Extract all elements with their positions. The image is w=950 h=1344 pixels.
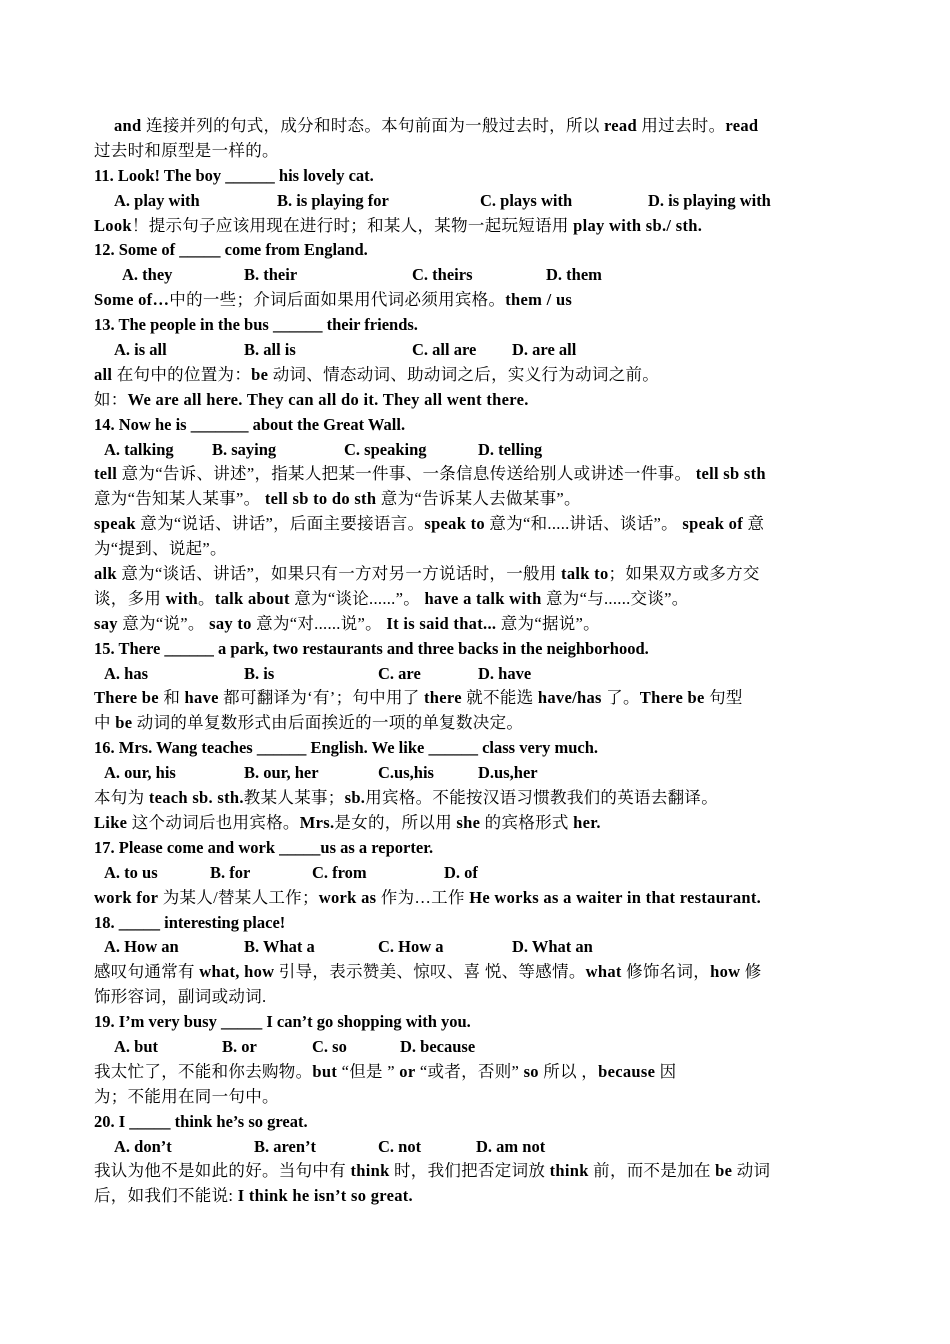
option-1: B. saying xyxy=(212,439,277,459)
option-0: A. our, his xyxy=(104,763,176,783)
explanation-line: 饰形容词，副词或动词. xyxy=(94,987,267,1007)
explanation-line: speak 意为“说话、讲话”，后面主要接语言。speak to 意为“和.....讲话、谈话”。 speak of 意 xyxy=(94,514,765,534)
option-3: D. have xyxy=(478,663,532,683)
answer-options xyxy=(94,189,860,214)
explanation-line: Like 这个动词后也用宾格。Mrs.是女的，所以用 she 的宾格形式 her. xyxy=(94,812,601,832)
option-3: D. are all xyxy=(512,340,577,360)
answer-options xyxy=(94,338,860,363)
option-0: A. don’t xyxy=(114,1136,172,1156)
option-3: D. because xyxy=(400,1036,476,1056)
option-3: D. am not xyxy=(476,1136,546,1156)
answer-options xyxy=(94,935,860,960)
question-line: 17. Please come and work _____us as a reporter. xyxy=(94,837,434,857)
option-2: C. plays with xyxy=(480,190,573,210)
option-1: B. their xyxy=(244,265,298,285)
option-2: C. are xyxy=(378,663,421,683)
option-1: B. or xyxy=(222,1036,257,1056)
question-line: 11. Look! The boy ______ his lovely cat. xyxy=(94,165,374,185)
explanation-line: 感叹句通常有 what, how 引导，表示赞美、惊叹、喜 悦、等感情。what 修饰名词，how 修 xyxy=(94,962,762,982)
answer-options xyxy=(94,1035,860,1060)
explanation-line: 中 be 动词的单复数形式由后面挨近的一项的单复数决定。 xyxy=(94,713,524,733)
option-1: B. is xyxy=(244,663,275,683)
option-0: A. is all xyxy=(114,340,167,360)
option-0: A. to us xyxy=(104,862,158,882)
option-0: A. they xyxy=(122,265,173,285)
option-1: B. all is xyxy=(244,340,296,360)
option-2: C. so xyxy=(312,1036,347,1056)
explanation-line: 本句为 teach sb. sth.教某人某事；sb.用宾格。不能按汉语习惯教我们的英语去翻译。 xyxy=(94,788,719,808)
option-2: C. How a xyxy=(378,937,444,957)
document-page xyxy=(94,114,860,1209)
explanation-line: 谈，多用 with。talk about 意为“谈论......”。 have a talk with 意为“与......交谈”。 xyxy=(94,588,689,608)
option-1: B. aren’t xyxy=(254,1136,317,1156)
option-2: C. from xyxy=(312,862,367,882)
answer-options xyxy=(94,438,860,463)
option-0: A. has xyxy=(104,663,149,683)
explanation-line: say 意为“说”。 say to 意为“对......说”。 It is said that... 意为“据说”。 xyxy=(94,613,600,633)
question-line: 15. There ______ a park, two restaurants and three backs in the neighborhood. xyxy=(94,638,649,658)
explanation-line: There be 和 have 都可翻译为‘有’；句中用了 there 就不能选 have/has 了。There be 句型 xyxy=(94,688,743,708)
explanation-line: alk 意为“谈话、讲话”，如果只有一方对另一方说话时，一般用 talk to；如果双方或多方交 xyxy=(94,564,760,584)
option-3: D. is playing with xyxy=(648,190,771,210)
explanation-line: tell 意为“告诉、讲述”，指某人把某一件事、一条信息传送给别人或讲述一件事。 tell sb sth xyxy=(94,464,766,484)
option-3: D.us,her xyxy=(478,763,538,783)
explanation-line: 意为“告知某人某事”。 tell sb to do sth 意为“告诉某人去做某事”。 xyxy=(94,489,581,509)
option-2: C.us,his xyxy=(378,763,434,783)
option-0: A. but xyxy=(114,1036,159,1056)
option-1: B. for xyxy=(210,862,251,882)
question-line: 12. Some of _____ come from England. xyxy=(94,240,368,260)
explanation-line: 如：We are all here. They can all do it. They all went there. xyxy=(94,389,529,409)
explanation-line: Some of…中的一些；介词后面如果用代词必须用宾格。them / us xyxy=(94,290,573,310)
option-2: C. not xyxy=(378,1136,422,1156)
explanation-line: 后，如我们不能说: I think he isn’t so great. xyxy=(94,1186,413,1206)
option-0: A. How an xyxy=(104,937,179,957)
explanation-line: all 在句中的位置为：be 动词、情态动词、助动词之后，实义行为动词之前。 xyxy=(94,364,660,384)
question-line: 14. Now he is _______ about the Great Wall. xyxy=(94,414,406,434)
explanation-line: 我太忙了，不能和你去购物。but “但是 ” or “或者，否则” so 所以 ，because 因 xyxy=(94,1061,677,1081)
answer-options xyxy=(94,1135,860,1160)
question-line: 20. I _____ think he’s so great. xyxy=(94,1111,308,1131)
option-3: D. telling xyxy=(478,439,543,459)
question-line: 13. The people in the bus ______ their friends. xyxy=(94,315,418,335)
explanation-line: work for 为某人/替某人工作；work as 作为…工作 He works as a waiter in that restaurant. xyxy=(94,887,762,907)
option-2: C. all are xyxy=(412,340,477,360)
explanation-line: 我认为他不是如此的好。当句中有 think 时，我们把否定词放 think 前，而不是加在 be 动词 xyxy=(94,1161,771,1181)
option-1: B. What a xyxy=(244,937,315,957)
question-line: 16. Mrs. Wang teaches ______ English. We like ______ class very much. xyxy=(94,738,599,758)
answer-options xyxy=(94,761,860,786)
option-3: D. of xyxy=(444,862,478,882)
explanation-line: 为；不能用在同一句中。 xyxy=(94,1086,279,1106)
explanation-line: and 连接并列的句式，成分和时态。本句前面为一般过去时，所以 read 用过去时。read xyxy=(114,116,759,135)
explanation-line: 为“提到、说起”。 xyxy=(94,539,227,559)
option-2: C. theirs xyxy=(412,265,473,285)
option-3: D. What an xyxy=(512,937,593,957)
question-line: 18. _____ interesting place! xyxy=(94,912,286,932)
answer-options xyxy=(94,263,860,288)
answer-options xyxy=(94,662,860,687)
option-1: B. is playing for xyxy=(277,190,389,210)
option-0: A. play with xyxy=(114,190,200,210)
question-line: 19. I’m very busy _____ I can’t go shopping with you. xyxy=(94,1012,471,1032)
answer-options xyxy=(94,861,860,886)
option-0: A. talking xyxy=(104,439,174,459)
option-3: D. them xyxy=(546,265,602,285)
explanation-line: 过去时和原型是一样的。 xyxy=(94,140,279,160)
option-2: C. speaking xyxy=(344,439,427,459)
explanation-line: Look！提示句子应该用现在进行时；和某人，某物一起玩短语用 play with sb./ sth. xyxy=(94,215,703,235)
option-1: B. our, her xyxy=(244,763,319,783)
